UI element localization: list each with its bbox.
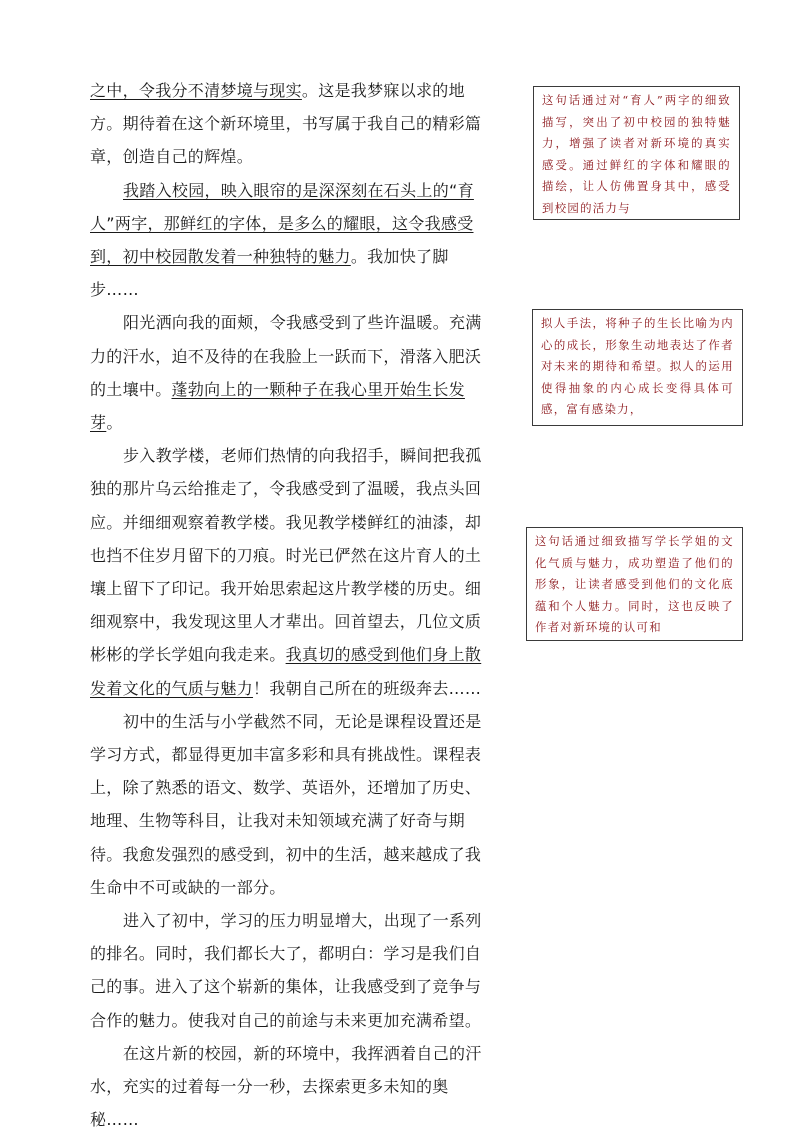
essay-paragraph — [90, 306, 485, 439]
essay-paragraph — [90, 705, 485, 904]
essay-paragraph — [90, 174, 485, 307]
text-run: 我踏入校园，映入眼帘的是深深刻在石头上的“育人”两字，那鲜红的字体，是多么的耀眼，这令我感受到，初中校园散发着一种独特的魅力 — [90, 180, 474, 267]
text-run: 蓬勃向上的一颗种子在我心里开始生长发芽 — [90, 379, 465, 433]
annotation-text: 这句话通过细致描写学长学姐的文化气质与魅力，成功塑造了他们的形象，让读者感受到他们的文化底蕴和个人魅力。同时，这也反映了作者对新环境的认可和 — [535, 534, 734, 635]
text-run: 。我加快了脚步…… — [90, 247, 449, 300]
essay-paragraph — [90, 1037, 485, 1137]
annotation-text: 这句话通过对“育人”两字的细致描写，突出了初中校园的独特魅力，增强了读者对新环境的真实感受。通过鲜红的字体和耀眼的描绘，让人仿佛置身其中，感受到校园的活力与 — [542, 93, 731, 215]
essay-paragraph — [90, 74, 485, 174]
annotation-text: 拟人手法，将种子的生长比喻为内心的成长，形象生动地表达了作者对未来的期待和希望。拟人的运用使得抽象的内心成长变得具体可感，富有感染力， — [541, 316, 734, 417]
annotation-box — [532, 309, 743, 426]
text-run: 初中的生活与小学截然不同，无论是课程设置还是学习方式，都显得更加丰富多彩和具有挑战性。课程表上，除了熟悉的语文、数学、英语外，还增加了历史、地理、生物等科目，让我对未知领域充满了好奇与期待。我愈发强烈的感受到，初中的生活，越来越成了我生命中不可或缺的一部分。 — [90, 711, 482, 897]
essay-paragraph — [90, 439, 485, 705]
essay-paragraph — [90, 904, 485, 1037]
text-run: 步入教学楼，老师们热情的向我招手，瞬间把我孤独的那片乌云给推走了，令我感受到了温暖，我点头回应。并细细观察着教学楼。我见教学楼鲜红的油漆，却也挡不住岁月留下的刀痕。时光已俨然在这片育人的土壤上留下了印记。我开始思索起这片教学楼的历史。细细观察中，我发现这里人才辈出。回首望去，几位文质彬彬的学长学姐向我走来。 — [90, 446, 482, 665]
text-run: 。这是我梦寐以求的地方。期待着在这个新环境里，书写属于我自己的精彩篇章，创造自己的辉煌。 — [90, 81, 482, 167]
annotation-box — [533, 86, 740, 220]
text-run: 阳光洒向我的面颊，令我感受到了些许温暖。充满力的汗水，迫不及待的在我脸上一跃而下，滑落入肥沃的土壤中。 — [90, 313, 482, 399]
text-run: 之中，令我分不清梦境与现实 — [90, 81, 302, 100]
essay-body — [90, 74, 485, 1137]
text-run: 在这片新的校园，新的环境中，我挥洒着自己的汗水，充实的过着每一分一秒，去探索更多未知的奥秘…… — [90, 1043, 482, 1130]
text-run: ！我朝自己所在的班级奔去…… — [253, 678, 482, 698]
text-run: 。 — [106, 413, 123, 433]
text-run: 我真切的感受到他们身上散发着文化的气质与魅力 — [90, 645, 482, 698]
annotation-box — [526, 527, 743, 641]
text-run: 进入了初中，学习的压力明显增大，出现了一系列的排名。同时，我们都长大了，都明白：学习是我们自己的事。进入了这个崭新的集体，让我感受到了竞争与合作的魅力。使我对自己的前途与未来更加充满希望。 — [90, 911, 482, 1030]
